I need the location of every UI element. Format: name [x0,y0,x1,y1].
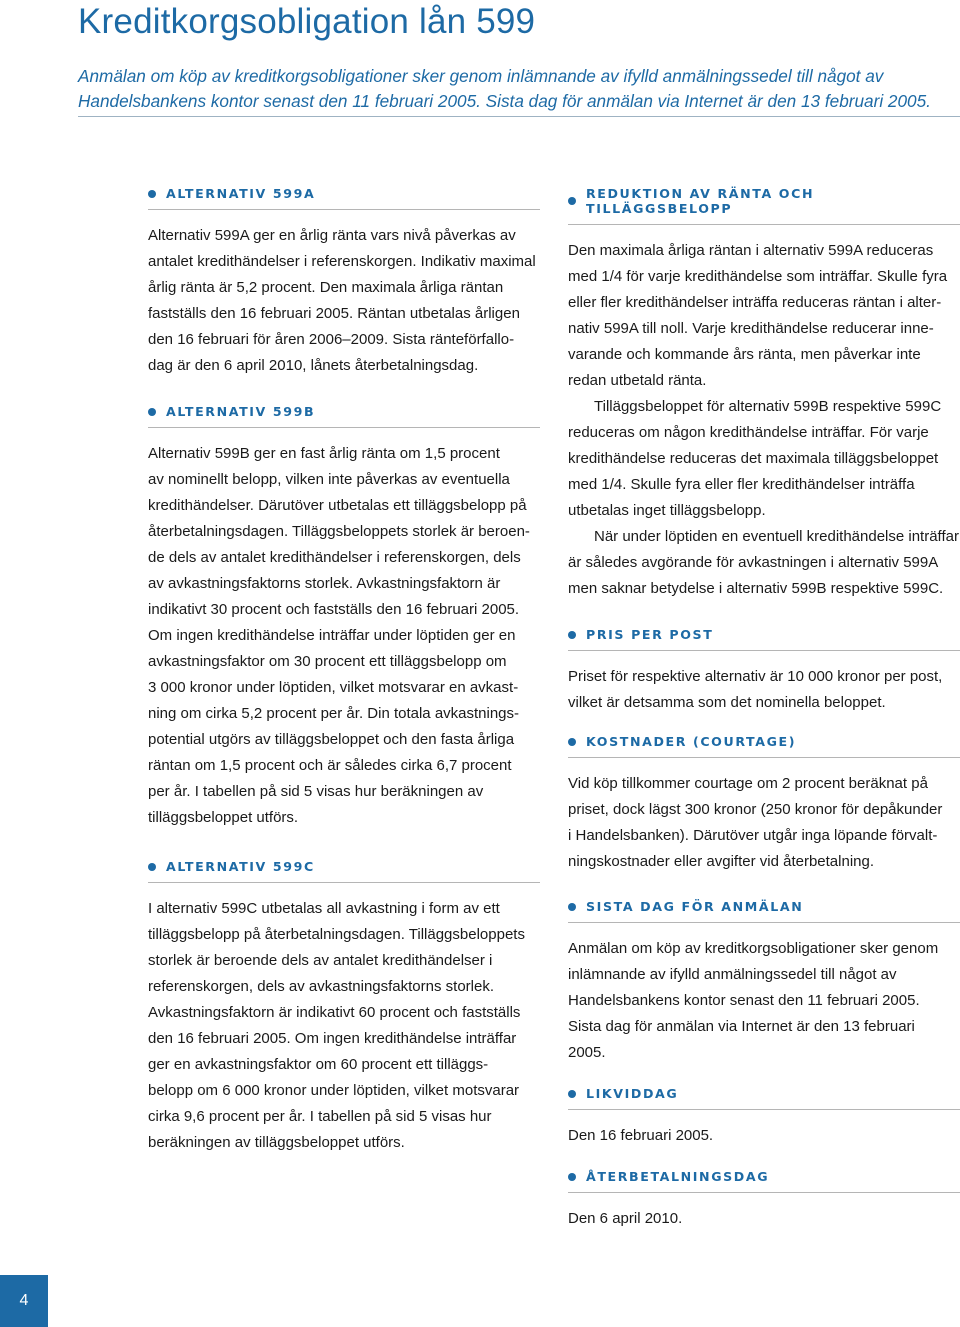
text-line: Den 16 februari 2005. [568,1127,714,1144]
text-line: Om ingen kredithändelse inträffar under löptiden ger en [148,627,516,644]
text-line: indikativt 30 procent och fastställs den 16 februari 2005. [148,601,520,618]
section-sista-dag [568,899,960,1066]
left-column [148,186,540,1156]
text-line: redan utbetald ränta. [568,372,707,389]
heading-text: ALTERNATIV 599B [166,404,316,419]
section-heading [568,1086,960,1110]
header-divider [78,116,960,117]
text-line: utbetalas inget tilläggsbelopp. [568,502,766,519]
text-line: 3 000 kronor under löptiden, vilket motsvarar en avkast- [148,679,519,696]
bullet-icon [568,1173,576,1181]
body-paragraph [148,441,540,831]
text-line: antalet kredithändelser i referenskorgen. Indikativ maximal [148,253,536,270]
text-line: Anmälan om köp av kreditkorgsobligationer sker genom [568,940,939,957]
text-line: är således avgörande för avkastningen i alternativ 599A [568,554,939,571]
section-alternativ-599b [148,404,540,831]
section-alternativ-599a [148,186,540,379]
text-line: priset, dock lägst 300 kronor (250 kronor för depåkunder [568,801,943,818]
text-line: vilket är detsamma som det nominella beloppet. [568,694,886,711]
heading-text: ÅTERBETALNINGSDAG [586,1169,770,1184]
heading-text: PRIS PER POST [586,627,714,642]
text-line: ger en avkastningsfaktor om 60 procent ett tilläggs- [148,1056,489,1073]
text-line: Den maximala årliga räntan i alternativ 599A reduceras [568,242,934,259]
body-paragraph [568,936,960,1066]
text-line: dag är den 6 april 2010, lånets återbetalningsdag. [148,357,479,374]
text-line: avkastningsfaktor om 30 procent ett tilläggsbelopp om [148,653,507,670]
section-heading [148,186,540,210]
body-paragraph [568,1123,960,1149]
section-heading [568,734,960,758]
text-line: Alternativ 599B ger en fast årlig ränta om 1,5 procent [148,445,500,462]
section-heading [568,627,960,651]
text-line: i Handelsbanken). Därutöver utgår inga löpande förvalt- [568,827,938,844]
text-line: med 1/4. Skulle fyra eller fler kredithändelser inträffa [568,476,915,493]
text-line: inlämnande av ifylld anmälningssedel till något av [568,966,897,983]
body-paragraph [568,394,960,524]
intro-text [78,64,948,114]
text-line: Handelsbankens kontor senast den 11 februari 2005. [568,992,920,1009]
text-line: potential utgörs av tilläggsbeloppet och den fasta årliga [148,731,515,748]
text-line: av avkastningsfaktorns storlek. Avkastningsfaktorn är [148,575,501,592]
heading-text: KOSTNADER (COURTAGE) [586,734,797,749]
text-line: varande och kommande års ränta, men påverkar inte [568,346,921,363]
text-line: Priset för respektive alternativ är 10 000 kronor per post, [568,668,943,685]
text-line: I alternativ 599C utbetalas all avkastning i form av ett [148,900,500,917]
section-heading [148,859,540,883]
text-line: ning om cirka 5,2 procent per år. Din totala avkastnings- [148,705,520,722]
section-heading [568,186,960,225]
text-line: beräkningen av tilläggsbeloppet utförs. [148,1134,405,1151]
bullet-icon [148,190,156,198]
text-line: räntan om 1,5 procent och är således cirka 6,7 procent [148,757,512,774]
text-line: reduceras om någon kredithändelse inträffar. För varje [568,424,929,441]
text-line: fastställs den 16 februari 2005. Räntan utbetalas årligen [148,305,520,322]
heading-text: REDUKTION AV RÄNTA OCH TILLÄGGSBELOPP [586,186,815,216]
text-line: tilläggsbeloppet utförs. [148,809,299,826]
text-line: När under löptiden en eventuell kredithändelse inträffar [594,528,959,545]
section-alternativ-599c [148,859,540,1156]
body-paragraph [568,771,960,875]
bullet-icon [568,1090,576,1098]
text-line: återbetalningsdagen. Tilläggsbeloppets storlek är beroen- [148,523,530,540]
text-line: storlek är beroende dels av antalet kredithändelser i [148,952,493,969]
text-line: årlig ränta är 5,2 procent. Den maximala årliga räntan [148,279,504,296]
bullet-icon [148,863,156,871]
text-line: av nominellt belopp, vilken inte påverkas av eventuella [148,471,510,488]
section-pris-per-post [568,627,960,716]
text-line: cirka 9,6 procent per år. I tabellen på sid 5 visas hur [148,1108,492,1125]
body-paragraph [568,664,960,716]
section-likviddag [568,1086,960,1149]
body-paragraph [568,238,960,394]
heading-text: ALTERNATIV 599C [166,859,315,874]
body-paragraph [568,1206,960,1232]
bullet-icon [568,197,576,205]
heading-text: SISTA DAG FÖR ANMÄLAN [586,899,804,914]
text-line: men saknar betydelse i alternativ 599B respektive 599C. [568,580,944,597]
text-line: med 1/4 för varje kredithändelse som inträffar. Skulle fyra [568,268,948,285]
bullet-icon [568,738,576,746]
text-line: Den 6 april 2010. [568,1210,683,1227]
section-reduktion [568,186,960,602]
body-paragraph [148,896,540,1156]
text-line: nativ 599A till noll. Varje kredithändelse reducerar inne- [568,320,934,337]
text-line: belopp om 6 000 kronor under löptiden, vilket motsvarar [148,1082,520,1099]
text-line: ningskostnader eller avgifter vid återbetalning. [568,853,875,870]
text-line: referenskorgen, dels av avkastningsfaktorns storlek. [148,978,495,995]
intro-line: Handelsbankens kontor senast den 11 februari 2005. Sista dag för anmälan via Internet är den 13 februari 2005. [78,91,931,111]
page-number: 4 [0,1275,48,1327]
intro-line: Anmälan om köp av kreditkorgsobligationer sker genom inlämnande av ifylld anmälningssedel till något av [78,66,884,86]
section-kostnader [568,734,960,875]
text-line: kredithändelser. Därutöver utbetalas ett tilläggsbelopp på [148,497,527,514]
section-heading [148,404,540,428]
section-aterbetalningsdag [568,1169,960,1232]
text-line: Avkastningsfaktorn är indikativt 60 procent och fastställs [148,1004,521,1021]
text-line: per år. I tabellen på sid 5 visas hur beräkningen av [148,783,484,800]
text-line: tilläggsbelopp på återbetalningsdagen. Tilläggsbeloppets [148,926,525,943]
text-line: Vid köp tillkommer courtage om 2 procent beräknat på [568,775,928,792]
section-heading [568,899,960,923]
text-line: eller fler kredithändelser inträffa reduceras räntan i alter- [568,294,942,311]
bullet-icon [148,408,156,416]
bullet-icon [568,903,576,911]
bullet-icon [568,631,576,639]
heading-text: LIKVIDDAG [586,1086,679,1101]
right-column [568,186,960,1232]
heading-text: ALTERNATIV 599A [166,186,316,201]
text-line: de dels av antalet kredithändelser i referenskorgen, dels [148,549,521,566]
section-heading [568,1169,960,1193]
text-line: Tilläggsbeloppet för alternativ 599B respektive 599C [594,398,942,415]
body-paragraph [568,524,960,602]
text-line: kredithändelse reduceras det maximala tilläggsbeloppet [568,450,939,467]
text-line: 2005. [568,1044,606,1061]
text-line: Alternativ 599A ger en årlig ränta vars nivå påverkas av [148,227,516,244]
text-line: Sista dag för anmälan via Internet är den 13 februari [568,1018,915,1035]
page-title: Kreditkorgsobligation lån 599 [78,2,536,41]
text-line: den 16 februari för åren 2006–2009. Sista ränteförfallo- [148,331,515,348]
body-paragraph [148,223,540,379]
text-line: den 16 februari 2005. Om ingen kredithändelse inträffar [148,1030,517,1047]
